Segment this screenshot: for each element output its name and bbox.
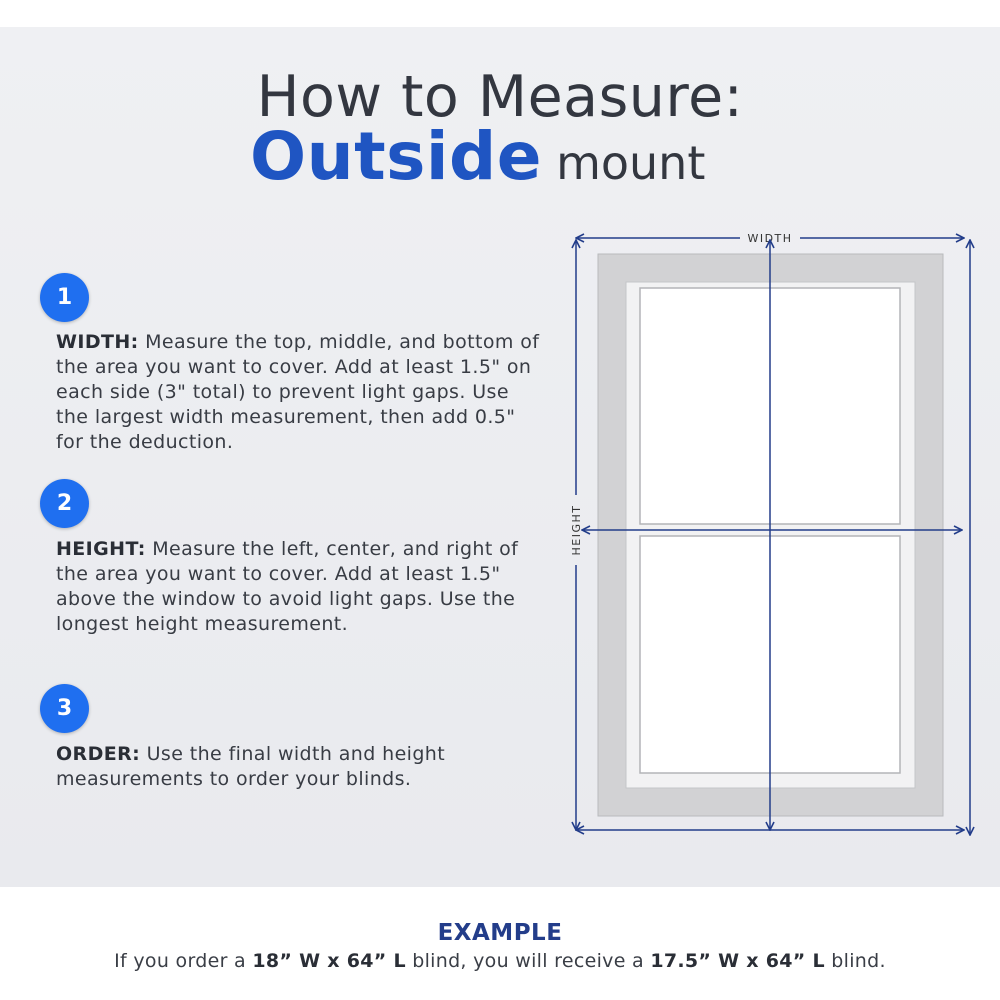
step-3-badge: 3 (40, 684, 89, 733)
title-rest: mount (556, 136, 706, 190)
example-text-part: blind. (824, 950, 886, 972)
step-2-text (56, 537, 546, 637)
page-subtitle (250, 118, 705, 195)
step-1-badge: 1 (40, 273, 89, 322)
title-emphasis: Outside (250, 118, 543, 195)
width-label: WIDTH (747, 232, 793, 245)
window-diagram (560, 225, 980, 850)
step-1-text (56, 330, 546, 455)
example-text-part: blind, you will receive a (405, 950, 651, 972)
step-3-text (56, 742, 546, 792)
receive-size: 17.5” W x 64” L (650, 950, 825, 972)
step-3-description: Use the final width and height measurements to order your blinds. (56, 743, 446, 790)
example-title: EXAMPLE (437, 920, 563, 946)
example-text (0, 950, 1000, 972)
height-label: HEIGHT (570, 504, 583, 556)
step-2-label: HEIGHT: (56, 538, 146, 560)
step-1-description: Measure the top, middle, and bottom of the area you want to cover. Add at least 1.5" on each side (3" total) to prevent light gaps. Use the largest width measurement, then add 0.5" for the deduction. (56, 331, 540, 453)
example-text-part: If you order a (114, 950, 253, 972)
step-2-description: Measure the left, center, and right of the area you want to cover. Add at least 1.5" above the window to avoid light gaps. Use the longest height measurement. (56, 538, 519, 635)
page-title: How to Measure: (256, 64, 744, 130)
step-2-badge: 2 (40, 479, 89, 528)
step-3-label: ORDER: (56, 743, 141, 765)
step-1-label: WIDTH: (56, 331, 139, 353)
order-size: 18” W x 64” L (252, 950, 406, 972)
